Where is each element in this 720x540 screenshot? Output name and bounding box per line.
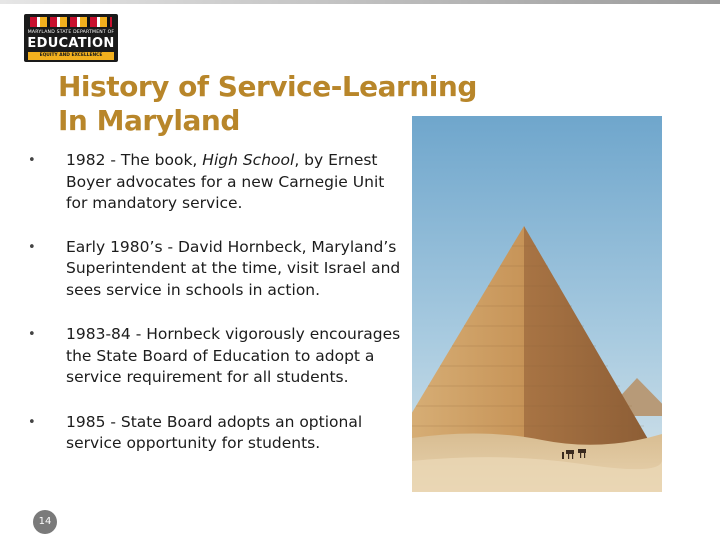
logo-main-text: EDUCATION (27, 36, 115, 51)
book-title: High School (202, 151, 295, 169)
logo-tagline: EQUITY AND EXCELLENCE (28, 52, 114, 60)
page-number-badge: 14 (33, 510, 57, 534)
pyramid-image-icon (412, 116, 662, 492)
msde-logo (24, 14, 118, 62)
bullet-item-early-1980s: • Early 1980’s - David Hornbeck, Maryland’s Superintendent at the time, visit Israel and sees service in schools in action. (28, 237, 408, 302)
bullet-item-1983-84: • 1983-84 - Hornbeck vigorously encourages the State Board of Education to adopt a service requirement for all students. (28, 324, 408, 389)
title-line-2: In Maryland (58, 104, 240, 137)
bullet-list (28, 150, 408, 455)
logo-small-text: MARYLAND STATE DEPARTMENT OF (27, 30, 115, 35)
pyramid-photo (412, 116, 662, 492)
bullet-1-text-b: , by Ernest Boyer advocates for a new Carnegie Unit for mandatory service. (66, 151, 385, 212)
maryland-flag-icon (30, 17, 112, 27)
bullet-1-text-a: 1982 - The book, (66, 151, 203, 169)
bullet-item-1985: • 1985 - State Board adopts an optional service opportunity for students. (28, 412, 408, 455)
top-accent-bar (0, 0, 720, 4)
title-line-1: History of Service-Learning (58, 70, 477, 103)
bullet-item-1982 (28, 150, 408, 215)
